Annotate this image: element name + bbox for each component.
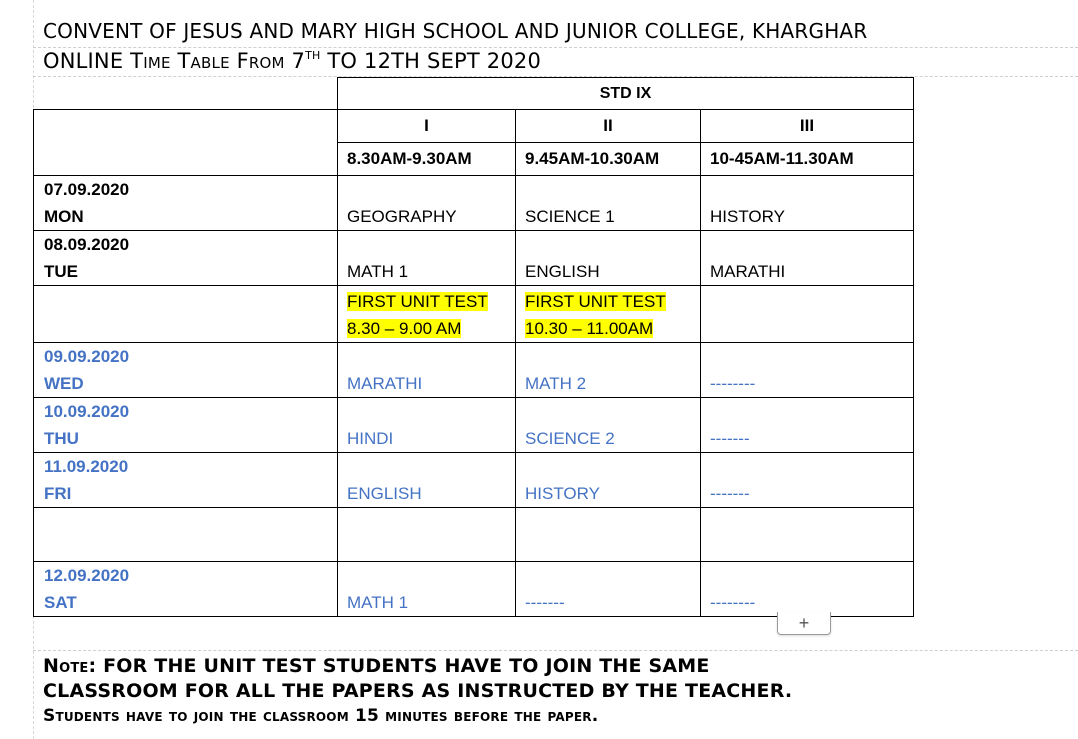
unit-test-cell: FIRST UNIT TEST 8.30 – 9.00 AM [338, 286, 516, 343]
day-cell: 11.09.2020 FRI [34, 453, 338, 508]
table-row [34, 343, 914, 398]
time-header-3: 10-45AM-11.30AM [701, 143, 914, 176]
table-row [34, 453, 914, 508]
day-cell: 08.09.2020 TUE [34, 231, 338, 286]
table-row [34, 562, 914, 617]
unit-test-cell: FIRST UNIT TEST 10.30 – 11.00AM [516, 286, 701, 343]
table-row [34, 508, 914, 562]
note-line-3: Students have to join the classroom 15 minutes before the paper. [43, 706, 599, 726]
add-row-button[interactable]: + [777, 612, 831, 635]
subject-cell: MARATHI [701, 231, 914, 286]
timetable [33, 77, 914, 617]
note-line-1: Note: FOR THE UNIT TEST STUDENTS HAVE TO JOIN THE SAME [43, 655, 710, 677]
period-header-2: II [516, 110, 701, 143]
subject-cell: ENGLISH [516, 231, 701, 286]
timetable-title: ONLINE Time Table From 7TH TO 12TH SEPT 2020 [43, 49, 542, 73]
blank-cell [701, 286, 914, 343]
subject-cell: ------- [516, 562, 701, 617]
day-cell: 12.09.2020 SAT [34, 562, 338, 617]
blank-cell [516, 508, 701, 562]
subject-cell: HISTORY [516, 453, 701, 508]
period-header-1: I [338, 110, 516, 143]
blank-cell [34, 110, 338, 176]
std-header: STD IX [338, 78, 914, 110]
subject-cell: -------- [701, 343, 914, 398]
table-row [34, 286, 914, 343]
blank-cell [34, 78, 338, 110]
blank-cell [338, 508, 516, 562]
subject-cell: MATH 1 [338, 231, 516, 286]
subject-cell: HISTORY [701, 176, 914, 231]
time-header-2: 9.45AM-10.30AM [516, 143, 701, 176]
subject-cell: ------- [701, 453, 914, 508]
subject-cell: ENGLISH [338, 453, 516, 508]
subject-cell: SCIENCE 2 [516, 398, 701, 453]
time-header-1: 8.30AM-9.30AM [338, 143, 516, 176]
guide-line [33, 650, 1078, 651]
day-cell: 09.09.2020 WED [34, 343, 338, 398]
subject-cell: MATH 1 [338, 562, 516, 617]
subject-cell: HINDI [338, 398, 516, 453]
subject-cell: MARATHI [338, 343, 516, 398]
blank-cell [34, 508, 338, 562]
subject-cell: -------- [701, 562, 914, 617]
subject-cell: MATH 2 [516, 343, 701, 398]
table-row [34, 176, 914, 231]
table-row [34, 231, 914, 286]
note-line-2: CLASSROOM FOR ALL THE PAPERS AS INSTRUCTED BY THE TEACHER. [43, 680, 793, 702]
day-cell: 10.09.2020 THU [34, 398, 338, 453]
blank-cell [701, 508, 914, 562]
period-header-3: III [701, 110, 914, 143]
day-cell: 07.09.2020 MON [34, 176, 338, 231]
subject-cell: ------- [701, 398, 914, 453]
table-row [34, 398, 914, 453]
school-title: CONVENT OF JESUS AND MARY HIGH SCHOOL AND JUNIOR COLLEGE, KHARGHAR [43, 19, 868, 43]
blank-cell [34, 286, 338, 343]
subject-cell: GEOGRAPHY [338, 176, 516, 231]
subject-cell: SCIENCE 1 [516, 176, 701, 231]
guide-line [33, 47, 1078, 48]
